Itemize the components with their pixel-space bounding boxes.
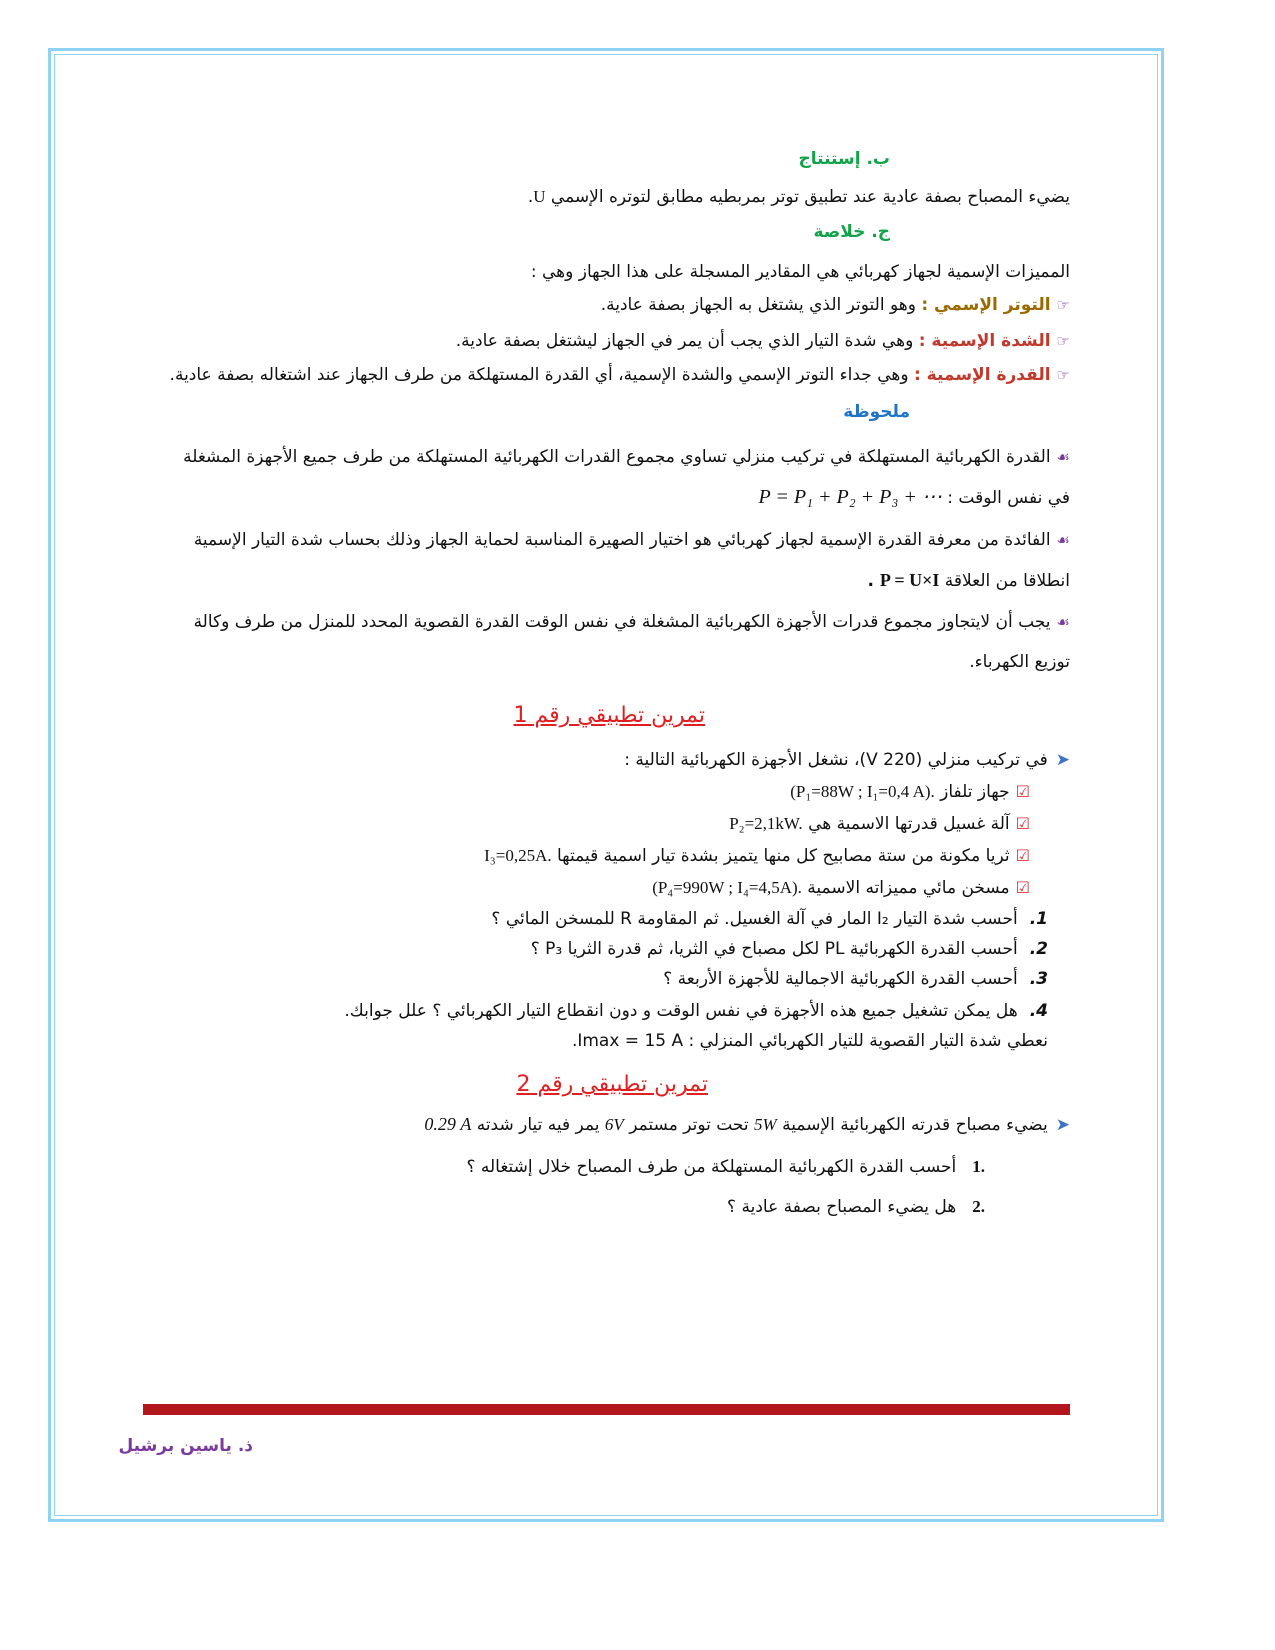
note-item-1: ☙القدرة الكهربائية المستهلكة في تركيب منزلي تساوي مجموع القدرات الكهربائية المستهلكة من طرف جميع الأجهزة المشغلة xyxy=(183,447,1070,467)
section-c-title: ج. خلاصة xyxy=(813,222,890,242)
feature-item: ☞الشدة الإسمية : وهي شدة التيار الذي يجب أن يمر في الجهاز ليشتغل بصفة عادية. xyxy=(455,331,1070,351)
section-c-intro: المميزات الإسمية لجهاز كهربائي هي المقادير المسجلة على هذا الجهاز وهي : xyxy=(530,262,1070,282)
checkbox-icon: ☑ xyxy=(1015,782,1030,801)
exercise-2-intro: ➤يضيء مصباح قدرته الكهربائية الإسمية 5W تحت توتر مستمر 6V يمر فيه تيار شدته 0.29 A xyxy=(424,1114,1070,1135)
section-b-text: يضيء المصباح بصفة عادية عند تطبيق توتر بمربطيه مطابق لتوتره الإسمي U. xyxy=(527,187,1070,207)
feature-item: ☞التوتر الإسمي : وهو التوتر الذي يشتغل به الجهاز بصفة عادية. xyxy=(600,295,1070,315)
note-bullet-icon: ☙ xyxy=(1056,448,1070,466)
hand-bullet-icon: ☞ xyxy=(1056,366,1070,384)
hand-bullet-icon: ☞ xyxy=(1056,296,1070,314)
section-b-title: ب. إستنتاج xyxy=(798,149,890,169)
device-item: ☑آلة غسيل قدرتها الاسمية هي P₂=2,1kW. xyxy=(729,814,1030,834)
footer-divider xyxy=(143,1404,1070,1415)
note-item-2-cont: انطلاقا من العلاقة P = U×I . xyxy=(867,570,1070,591)
note-item-2: ☙الفائدة من معرفة القدرة الإسمية لجهاز كهربائي هو اختيار الصهيرة المناسبة لحماية الجهاز وذلك بحساب شدة التيار الإسمية xyxy=(193,530,1070,550)
checkbox-icon: ☑ xyxy=(1015,878,1030,897)
note-item-3-cont: توزيع الكهرباء. xyxy=(969,652,1070,672)
note-title: ملحوظة xyxy=(843,402,910,422)
author-name: ذ. ياسين برشيل xyxy=(118,1436,253,1456)
question-item: .1أحسب القدرة الكهربائية المستهلكة من طرف المصباح خلال إشتغاله ؟ xyxy=(466,1157,985,1177)
given-data: نعطي شدة التيار القصوية للتيار الكهربائي المنزلي : Imax = 15 A. xyxy=(571,1031,1048,1051)
checkbox-icon: ☑ xyxy=(1015,814,1030,833)
power-sum-formula: P = P₁ + P₂ + P₃ + ⋯ xyxy=(758,486,942,508)
device-item: ☑جهاز تلفاز (P₁=88W ; I₁=0,4 A). xyxy=(790,782,1030,802)
question-item: 4.هل يمكن تشغيل جميع هذه الأجهزة في نفس الوقت و دون انقطاع التيار الكهربائي ؟ علل جوابك. xyxy=(344,1001,1048,1021)
note-bullet-icon: ☙ xyxy=(1056,531,1070,549)
question-item: .2هل يضيء المصباح بصفة عادية ؟ xyxy=(727,1197,985,1217)
device-item: ☑مسخن مائي مميزاته الاسمية (P₄=990W ; I₄=4,5A). xyxy=(652,878,1030,898)
arrow-bullet-icon: ➤ xyxy=(1055,750,1070,770)
question-item: 3.أحسب القدرة الكهربائية الاجمالية للأجهزة الأربعة ؟ xyxy=(663,969,1048,989)
question-item: 2.أحسب القدرة الكهربائية PL لكل مصباح في الثريا، ثم قدرة الثريا P₃ ؟ xyxy=(530,939,1048,959)
question-item: 1.أحسب شدة التيار I₂ المار في آلة الغسيل. ثم المقاومة R للمسخن المائي ؟ xyxy=(491,909,1048,929)
note-item-3: ☙يجب أن لايتجاوز مجموع قدرات الأجهزة الكهربائية المشغلة في نفس الوقت القدرة القصوية المحدد للمنزل من طرف وكالة xyxy=(193,612,1070,632)
feature-item: ☞القدرة الإسمية : وهي جداء التوتر الإسمي والشدة الإسمية، أي القدرة المستهلكة من طرف الجهاز عند اشتغاله بصفة عادية. xyxy=(169,365,1070,385)
power-formula: P = U×I xyxy=(879,570,940,590)
exercise-1-intro: ➤في تركيب منزلي (V 220)، نشغل الأجهزة الكهربائية التالية : xyxy=(624,750,1070,770)
note-item-1-cont: في نفس الوقت : P = P₁ + P₂ + P₃ + ⋯ xyxy=(758,486,1070,508)
device-item: ☑ثريا مكونة من ستة مصابيح كل منها يتميز بشدة تيار اسمية قيمتها I₃=0,25A. xyxy=(484,846,1030,866)
exercise-2-title: تمرين تطبيقي رقم 2 xyxy=(516,1072,708,1097)
arrow-bullet-icon: ➤ xyxy=(1055,1115,1070,1135)
checkbox-icon: ☑ xyxy=(1015,846,1030,865)
note-bullet-icon: ☙ xyxy=(1056,613,1070,631)
exercise-1-title: تمرين تطبيقي رقم 1 xyxy=(513,703,705,728)
hand-bullet-icon: ☞ xyxy=(1056,332,1070,350)
